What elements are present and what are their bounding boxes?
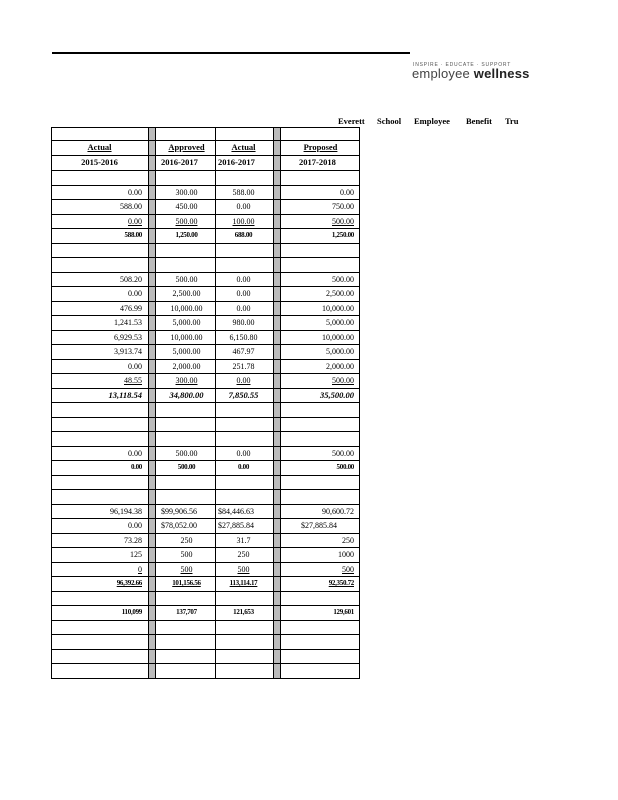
- table-row: [51, 461, 360, 476]
- table-cell: [51, 403, 148, 417]
- table-cell: [51, 418, 148, 432]
- table-cell: 500.00: [175, 448, 198, 458]
- table-cell: [215, 418, 272, 432]
- col-heading-actual-2015: Actual: [87, 142, 112, 152]
- table-cell: 48.55: [124, 376, 142, 385]
- table-row: [51, 447, 360, 462]
- table-cell: 750.00: [332, 202, 354, 211]
- table-cell: 1,241.53: [114, 318, 142, 327]
- table-cell: [158, 258, 215, 272]
- table-cell: 500.00: [332, 216, 354, 226]
- table-cell: 467.97: [232, 347, 255, 356]
- table-cell: 0.00: [128, 448, 142, 458]
- header-word-school: School: [377, 116, 402, 126]
- table-row: [51, 490, 360, 505]
- table-cell: [158, 592, 215, 606]
- table-cell: 0.00: [236, 202, 251, 211]
- table-row: [51, 215, 360, 230]
- table-cell: [51, 490, 148, 504]
- table-row: [51, 664, 360, 679]
- title-rule: [52, 52, 410, 54]
- table-row: [51, 592, 360, 607]
- table-cell: 137,707: [176, 608, 197, 616]
- table-cell: $78,052.00: [161, 521, 197, 530]
- table-cell: 2,000.00: [172, 361, 201, 371]
- table-cell: 6,929.53: [114, 332, 142, 342]
- table-cell: 250: [180, 535, 193, 545]
- table-cell: [158, 403, 215, 417]
- table-cell: [281, 490, 360, 504]
- col-year-3: 2016-2017: [218, 157, 255, 167]
- table-cell: [215, 635, 272, 649]
- table-row: [51, 345, 360, 360]
- table-cell: 96,392.66: [116, 579, 142, 587]
- table-cell: [51, 592, 148, 606]
- table-cell: 588.00: [120, 202, 142, 211]
- table-cell: [215, 258, 272, 272]
- table-cell: 0.00: [128, 216, 142, 226]
- table-cell: [281, 650, 360, 664]
- table-row: [51, 331, 360, 346]
- table-cell: [158, 650, 215, 664]
- table-cell: 1000: [338, 550, 354, 559]
- header-word-benefit: Benefit: [466, 116, 492, 126]
- table-cell: $84,446.63: [218, 506, 254, 516]
- table-cell: 980.00: [232, 318, 255, 327]
- table-cell: [281, 664, 360, 678]
- table-row: [51, 534, 360, 549]
- table-cell: 0.00: [236, 376, 251, 385]
- table-row: [51, 606, 360, 621]
- table-row: [51, 418, 360, 433]
- table-row: [51, 200, 360, 215]
- table-cell: [158, 635, 215, 649]
- table-row: [51, 389, 360, 404]
- table-cell: 73.28: [124, 535, 142, 545]
- table-cell: 34,800.00: [169, 389, 204, 400]
- table-cell: 3,913.74: [114, 347, 142, 356]
- table-row: [51, 229, 360, 244]
- table-cell: 476.99: [120, 303, 142, 313]
- table-cell: 500.00: [175, 274, 198, 284]
- table-cell: 1,250.00: [331, 231, 354, 239]
- logo-tagline: INSPIRE · EDUCATE · SUPPORT: [413, 62, 512, 68]
- table-cell: 500: [180, 564, 193, 574]
- table-row: [51, 287, 360, 302]
- table-cell: [51, 621, 148, 635]
- table-cell: 500.00: [175, 216, 198, 226]
- table-cell: [281, 432, 360, 446]
- table-cell: 121,653: [233, 608, 254, 616]
- table-cell: [51, 171, 148, 185]
- table-row: [51, 563, 360, 578]
- table-cell: 0: [138, 564, 142, 574]
- table-cell: [215, 403, 272, 417]
- table-cell: 113,114.17: [229, 579, 258, 587]
- table-cell: [158, 621, 215, 635]
- table-row: [51, 171, 360, 186]
- table-cell: [158, 171, 215, 185]
- table-cell: 5,000.00: [172, 347, 201, 356]
- table-row: [51, 403, 360, 418]
- table-cell: 500: [237, 564, 250, 574]
- table-cell: 500.00: [336, 463, 354, 471]
- table-cell: 92,350.72: [328, 579, 354, 587]
- table-cell: 500: [342, 564, 354, 574]
- table-cell: 688.00: [234, 231, 253, 239]
- table-cell: 251.78: [232, 361, 255, 371]
- table-cell: 588.00: [124, 231, 142, 239]
- table-cell: [215, 432, 272, 446]
- table-cell: [158, 418, 215, 432]
- table-row: [51, 127, 360, 141]
- table-cell: [215, 592, 272, 606]
- table-cell: 0.00: [128, 521, 142, 530]
- table-cell: [51, 432, 148, 446]
- table-row: [51, 360, 360, 375]
- table-row: [51, 476, 360, 491]
- table-cell: 0.00: [236, 289, 251, 298]
- table-cell: [51, 244, 148, 258]
- col-year-2: 2016-2017: [161, 157, 198, 167]
- table-cell: 0.00: [128, 187, 142, 197]
- table-cell: 300.00: [175, 187, 198, 197]
- table-cell: [51, 664, 148, 678]
- table-row: [51, 621, 360, 636]
- table-year-row: [51, 156, 360, 171]
- table-cell: 250: [342, 535, 354, 545]
- employee-wellness-logo: [412, 62, 618, 82]
- table-cell: [281, 258, 360, 272]
- table-cell: 0.00: [236, 274, 251, 284]
- table-cell: 0.00: [236, 303, 251, 313]
- table-row: [51, 316, 360, 331]
- table-cell: 250: [237, 550, 250, 559]
- table-cell: 500.00: [177, 463, 196, 471]
- logo-wordmark: employee wellness: [412, 66, 530, 81]
- budget-table: [51, 127, 360, 679]
- table-cell: [215, 650, 272, 664]
- table-cell: 5,000.00: [326, 318, 354, 327]
- table-row: [51, 374, 360, 389]
- col-heading-actual-2016: Actual: [231, 142, 256, 152]
- table-cell: [51, 258, 148, 272]
- table-cell: [215, 476, 272, 490]
- table-cell: [158, 490, 215, 504]
- table-cell: 0.00: [128, 289, 142, 298]
- table-cell: [215, 664, 272, 678]
- table-cell: $99,906.56: [161, 506, 197, 516]
- table-cell: 0.00: [236, 448, 251, 458]
- table-cell: [281, 621, 360, 635]
- table-cell: [158, 664, 215, 678]
- table-cell: 110,099: [121, 608, 142, 616]
- table-row: [51, 186, 360, 201]
- table-heading-row: [51, 141, 360, 156]
- table-cell: [158, 476, 215, 490]
- table-row: [51, 548, 360, 563]
- table-cell: 5,000.00: [172, 318, 201, 327]
- table-cell: 2,500.00: [326, 289, 354, 298]
- table-cell: 5,000.00: [326, 347, 354, 356]
- table-row: [51, 273, 360, 288]
- table-cell: [215, 171, 272, 185]
- table-cell: 300.00: [175, 376, 198, 385]
- table-cell: [215, 621, 272, 635]
- col-year-1: 2015-2016: [81, 157, 118, 167]
- table-cell: [51, 650, 148, 664]
- table-cell: 10,000.00: [170, 332, 203, 342]
- table-cell: 2,500.00: [172, 289, 201, 298]
- table-cell: 100.00: [232, 216, 255, 226]
- table-row: [51, 635, 360, 650]
- table-cell: 90,600.72: [322, 506, 354, 516]
- table-row: [51, 258, 360, 273]
- table-cell: [281, 476, 360, 490]
- table-cell: 500.00: [332, 448, 354, 458]
- table-cell: 588.00: [232, 187, 255, 197]
- header-word-everett: Everett: [338, 116, 365, 126]
- table-cell: 13,118.54: [108, 389, 142, 400]
- table-cell: 0.00: [340, 187, 354, 197]
- table-cell: 10,000.00: [322, 332, 354, 342]
- table-cell: 7,850.55: [228, 389, 259, 400]
- table-cell: [215, 244, 272, 258]
- table-row: [51, 244, 360, 259]
- table-cell: 10,000.00: [322, 303, 354, 313]
- table-row: [51, 505, 360, 520]
- col-heading-proposed: Proposed: [303, 142, 338, 152]
- header-word-employee: Employee: [414, 116, 450, 126]
- table-cell: 96,194.38: [110, 506, 142, 516]
- table-cell: [158, 432, 215, 446]
- table-cell: [281, 171, 360, 185]
- col-heading-approved: Approved: [168, 142, 205, 152]
- table-cell: 500.00: [332, 376, 354, 385]
- table-cell: $27,885.84: [301, 521, 337, 530]
- table-cell: [215, 490, 272, 504]
- table-cell: 31.7: [236, 535, 251, 545]
- table-cell: 450.00: [175, 202, 198, 211]
- table-cell: 129,601: [333, 608, 354, 616]
- table-cell: [281, 418, 360, 432]
- col-year-4: 2017-2018: [299, 157, 336, 167]
- table-cell: $27,885.84: [218, 521, 254, 530]
- table-cell: 0.00: [128, 361, 142, 371]
- table-cell: [281, 244, 360, 258]
- table-cell: [281, 635, 360, 649]
- table-row: [51, 302, 360, 317]
- table-cell: 500.00: [332, 274, 354, 284]
- table-cell: [51, 635, 148, 649]
- table-cell: 10,000.00: [170, 303, 203, 313]
- table-cell: [281, 592, 360, 606]
- table-cell: 1,250.00: [175, 231, 198, 239]
- table-cell: [281, 403, 360, 417]
- table-cell: [158, 244, 215, 258]
- table-cell: 101,156.56: [172, 579, 201, 587]
- table-cell: 6,150.80: [229, 332, 258, 342]
- table-cell: 35,500.00: [320, 389, 354, 400]
- table-cell: 500: [180, 550, 193, 559]
- table-cell: [51, 476, 148, 490]
- header-word-trust: Tru: [505, 116, 519, 126]
- table-cell: 0.00: [237, 463, 250, 471]
- table-row: [51, 650, 360, 665]
- table-cell: 0.00: [130, 463, 142, 471]
- table-cell: 508.20: [120, 274, 142, 284]
- table-row: [51, 519, 360, 534]
- table-cell: 125: [130, 550, 142, 559]
- table-row: [51, 577, 360, 592]
- table-row: [51, 432, 360, 447]
- table-cell: 2,000.00: [326, 361, 354, 371]
